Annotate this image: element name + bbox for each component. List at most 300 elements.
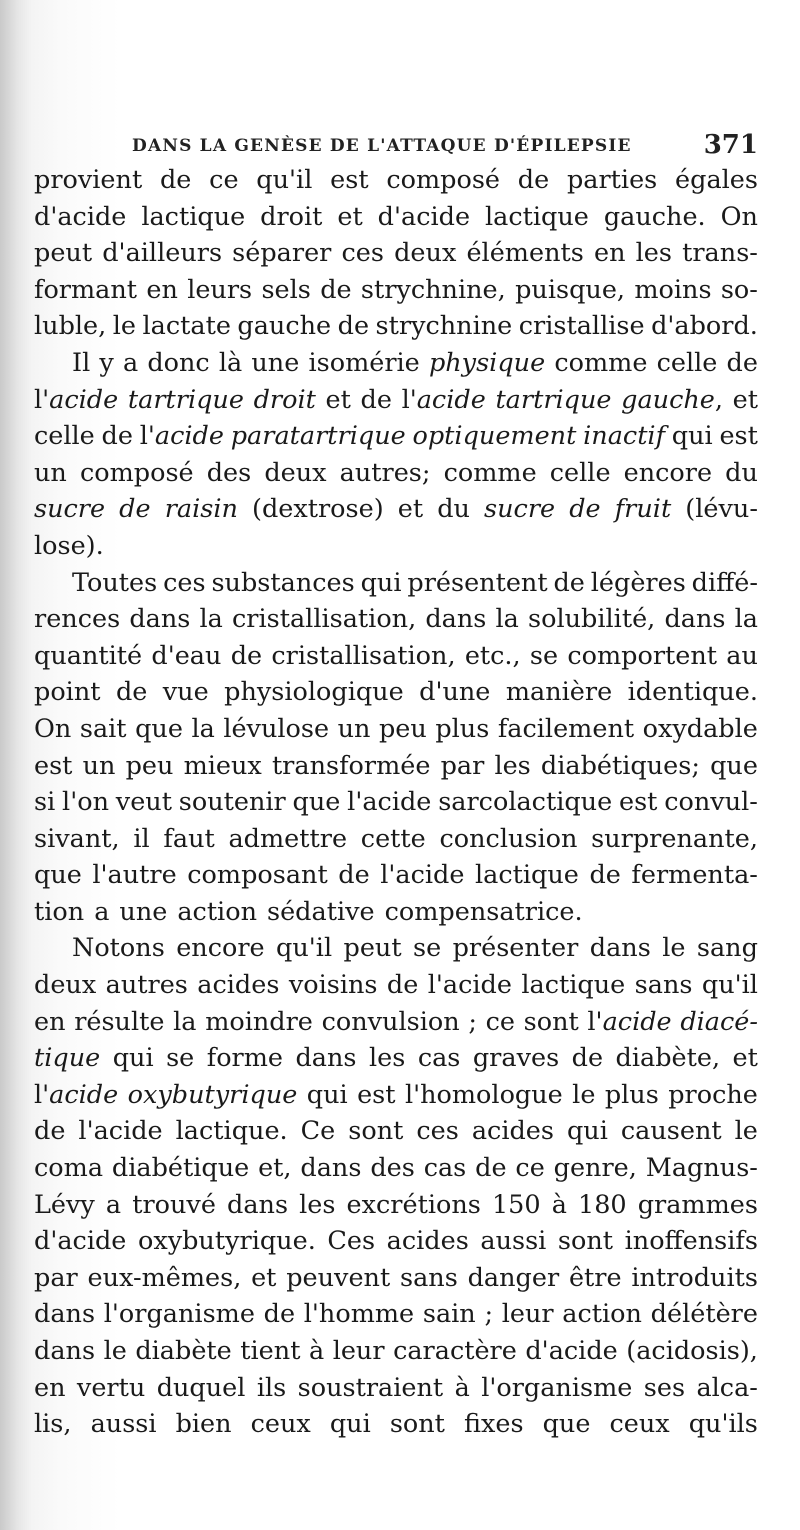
word: que — [34, 860, 82, 891]
word: acides — [471, 1116, 554, 1147]
word: (lévu- — [685, 494, 758, 525]
word: a — [94, 896, 110, 927]
word: inoffensifs — [624, 1226, 758, 1257]
word: de — [263, 1299, 296, 1330]
word: la — [734, 604, 758, 635]
word: la — [173, 1006, 197, 1037]
word: physique — [428, 347, 546, 378]
word: Lévy — [34, 1189, 95, 1220]
word: facilement — [497, 713, 635, 744]
word: 180 — [577, 1189, 627, 1220]
word: un — [34, 457, 67, 488]
word: du — [437, 494, 470, 525]
word: caractère — [393, 1336, 517, 1366]
word: de — [159, 165, 192, 195]
word: à — [551, 1189, 567, 1220]
word: les — [635, 238, 672, 269]
word: l'acide — [34, 384, 119, 415]
word: fruit — [614, 494, 672, 525]
text-line — [34, 382, 758, 419]
text-line — [34, 1333, 758, 1370]
word: formant — [34, 274, 138, 305]
text-line — [34, 491, 758, 528]
word: peut — [34, 238, 93, 269]
word: se — [529, 640, 559, 671]
word: qu'ils — [688, 1409, 758, 1440]
word: d'acide — [377, 201, 471, 232]
word: paratartrique — [230, 421, 406, 452]
word: un — [82, 750, 116, 781]
text-line — [34, 894, 758, 931]
word: lactique — [141, 201, 246, 232]
word: sédative — [267, 896, 375, 927]
word: l'acide — [401, 384, 486, 415]
word: que — [135, 713, 183, 744]
word: et, — [258, 1153, 292, 1184]
word: ceux — [609, 1409, 670, 1440]
word: fermenta- — [631, 860, 758, 891]
word: ce — [209, 165, 239, 195]
word: solubilité, — [528, 604, 656, 635]
word: la — [199, 604, 223, 635]
word: présentent — [407, 567, 548, 598]
word: que — [292, 787, 341, 818]
word: de — [726, 347, 758, 378]
word: comme — [443, 457, 537, 488]
word: compensatrice. — [384, 896, 583, 927]
word: et — [397, 494, 424, 525]
word: et — [732, 384, 758, 415]
word: ses — [643, 1372, 686, 1403]
word: une — [119, 896, 168, 927]
word: y — [99, 347, 114, 378]
word: substances — [211, 567, 355, 598]
word: composé — [79, 457, 194, 488]
word: qui — [112, 1043, 154, 1074]
word: peu — [378, 713, 427, 744]
word: tient — [240, 1336, 301, 1366]
word: sont — [523, 1006, 579, 1037]
text-line — [34, 1223, 758, 1260]
word: puisque, — [515, 274, 626, 305]
word: lactique. — [175, 1116, 288, 1147]
word: vue — [162, 677, 209, 708]
word: dans — [295, 1043, 357, 1074]
word: diabétiques; — [540, 750, 700, 781]
word: moindre — [205, 1006, 313, 1037]
word: ceux — [250, 1409, 311, 1440]
word: lévulose — [223, 713, 330, 744]
word: il — [133, 823, 150, 854]
word: On — [34, 713, 72, 744]
word: la — [191, 713, 215, 744]
word: leurs — [187, 274, 253, 305]
word: est — [330, 165, 369, 195]
word: éléments — [466, 238, 584, 269]
word: acides — [386, 1226, 469, 1257]
word: de — [569, 494, 601, 525]
word: qui — [566, 1116, 608, 1147]
text-line — [34, 1040, 758, 1077]
text-line — [34, 308, 758, 345]
word: l'acide — [34, 1079, 119, 1110]
word: égales — [675, 165, 758, 195]
word: tartrique — [127, 384, 244, 415]
word: identique. — [627, 677, 758, 708]
word: etc., — [464, 640, 521, 671]
word: des — [206, 457, 252, 488]
word: parties — [566, 165, 658, 195]
word: inactif — [583, 421, 666, 452]
word: par — [440, 750, 485, 781]
text-line — [34, 1370, 758, 1407]
word: dans — [34, 1336, 96, 1366]
word: si — [34, 787, 56, 818]
word: forme — [206, 1043, 284, 1074]
word: le — [734, 1116, 758, 1147]
word: diacé- — [680, 1006, 758, 1037]
text-line — [34, 1150, 758, 1187]
word: fixes — [463, 1409, 524, 1440]
word: action — [562, 1299, 642, 1330]
word: l'on — [62, 787, 109, 818]
word: graves — [472, 1043, 560, 1074]
word: oxydable — [642, 713, 758, 744]
word: sans — [634, 970, 693, 1001]
word: que — [710, 750, 758, 781]
word: la — [495, 604, 519, 635]
word: d'une — [419, 677, 491, 708]
word: celle — [549, 457, 611, 488]
text-line — [34, 784, 758, 821]
word: vertu — [76, 1372, 146, 1403]
word: cette — [360, 823, 426, 854]
word: qui — [360, 567, 402, 598]
word: diffé- — [691, 567, 758, 598]
word: lactique — [521, 970, 626, 1001]
word: ils — [256, 1372, 287, 1403]
word: de — [119, 494, 151, 525]
text-line — [34, 1113, 758, 1150]
word: sels — [261, 274, 311, 305]
word: les — [369, 1043, 406, 1074]
word: et — [732, 1043, 758, 1074]
word: légères — [590, 567, 686, 598]
word: grammes — [637, 1189, 758, 1220]
word: veut — [115, 787, 172, 818]
word: dans — [227, 1189, 289, 1220]
text-line — [34, 821, 758, 858]
word: d'acide — [34, 201, 127, 232]
text-line — [34, 199, 758, 236]
text-line — [34, 1187, 758, 1224]
word: luble, — [34, 311, 107, 342]
word: ces — [341, 238, 384, 269]
word: aussi — [480, 1226, 547, 1257]
word: deux — [34, 970, 97, 1001]
word: délétère — [650, 1299, 758, 1330]
word: et — [251, 1262, 277, 1293]
word: des — [370, 1153, 415, 1184]
word: (dextrose) — [252, 494, 384, 525]
text-line — [34, 565, 758, 602]
word: d'acide — [34, 1226, 127, 1257]
word: le — [662, 933, 686, 964]
word: ; — [484, 1299, 494, 1330]
text-line — [34, 455, 758, 492]
word: qu'il — [701, 970, 758, 1001]
word: encore — [176, 933, 265, 964]
word: diabète, — [615, 1043, 721, 1074]
word: plus — [604, 1079, 659, 1110]
word: sucre — [484, 494, 556, 525]
word: de — [338, 860, 370, 891]
word: eux-mêmes, — [87, 1262, 242, 1293]
word: Ces — [327, 1226, 376, 1257]
word: coma — [34, 1153, 104, 1184]
word: encore — [623, 457, 713, 488]
word: Ce — [300, 1116, 336, 1147]
word: sont — [348, 1116, 404, 1147]
word: ce — [515, 1153, 545, 1184]
word: en — [593, 238, 626, 269]
word: duquel — [156, 1372, 246, 1403]
word: bien — [175, 1409, 232, 1440]
word: soustraient — [297, 1372, 444, 1403]
word: mieux — [183, 750, 262, 781]
word: de — [553, 567, 585, 598]
text-line — [34, 638, 758, 675]
word: est — [619, 787, 658, 818]
word: d'acide — [525, 1336, 618, 1366]
word: l'acide — [427, 970, 512, 1001]
word: deux — [394, 238, 457, 269]
word: point — [34, 677, 101, 708]
word: de — [360, 384, 392, 415]
word: l'autre — [92, 860, 177, 891]
word: les — [299, 1189, 336, 1220]
word: l'acide — [587, 1006, 672, 1037]
word: Il — [72, 347, 91, 378]
word: composant — [187, 860, 328, 891]
text-line — [34, 748, 758, 785]
word: tartrique — [495, 384, 612, 415]
word: Magnus- — [645, 1153, 758, 1184]
text-line — [34, 272, 758, 309]
word: à — [308, 1336, 325, 1366]
word: l'organisme — [481, 1372, 633, 1403]
word: a — [122, 347, 139, 378]
text-line — [34, 601, 758, 638]
text-line — [34, 1406, 758, 1443]
word: raisin — [164, 494, 238, 525]
word: acides — [197, 970, 280, 1001]
word: action — [177, 896, 257, 927]
word: de — [101, 421, 133, 452]
word: trans- — [682, 238, 758, 269]
running-head: DANS LA GENÈSE DE L'ATTAQUE D'ÉPILEPSIE — [132, 136, 632, 156]
text-line — [34, 418, 758, 455]
word: qu'il — [256, 165, 313, 195]
word: sont — [389, 1409, 445, 1440]
word: sain — [422, 1299, 476, 1330]
word: et — [337, 201, 363, 232]
word: oxybutyrique. — [137, 1226, 316, 1257]
word: comportent — [567, 640, 718, 671]
word: gauche. — [603, 201, 706, 232]
word: lactate — [142, 311, 231, 342]
word: d'abord. — [651, 311, 758, 342]
word: en — [34, 1372, 66, 1403]
word: là — [218, 347, 243, 378]
word: de — [34, 1116, 66, 1147]
word: se — [166, 1043, 195, 1074]
word: qui — [329, 1409, 371, 1440]
word: leur — [332, 1336, 385, 1366]
word: manière — [505, 677, 613, 708]
word: peut — [343, 933, 402, 964]
word: l'organisme — [103, 1299, 255, 1330]
word: cas — [423, 1153, 467, 1184]
word: l'homologue — [404, 1079, 563, 1110]
word: dans — [300, 1153, 362, 1184]
text-line — [34, 235, 758, 272]
word: qui — [306, 1079, 348, 1110]
word: être — [568, 1262, 622, 1293]
text-line — [34, 967, 758, 1004]
word: l'homme — [303, 1299, 415, 1330]
text-line — [34, 528, 758, 565]
word: est — [34, 750, 73, 781]
word: On — [720, 201, 758, 232]
word: peuvent — [286, 1262, 391, 1293]
word: de — [337, 311, 370, 342]
word: et — [325, 384, 351, 415]
word: autres; — [339, 457, 431, 488]
word: tion — [34, 896, 85, 927]
text-line — [34, 1260, 758, 1297]
word: proche — [668, 1079, 758, 1110]
word: dans — [425, 604, 487, 635]
word: diabète — [135, 1336, 232, 1366]
word: d'ailleurs — [102, 238, 223, 269]
word: lactique — [475, 860, 579, 891]
text-line — [34, 162, 758, 199]
word: alca- — [696, 1372, 758, 1403]
text-line — [34, 345, 758, 382]
text-line — [34, 1296, 758, 1333]
word: en — [146, 274, 178, 305]
word: cristallisation, — [232, 604, 417, 635]
text-line — [34, 930, 758, 967]
word: droit — [260, 201, 323, 232]
word: les — [494, 750, 531, 781]
word: de — [115, 677, 148, 708]
word: celle — [34, 421, 95, 452]
word: Toutes — [72, 567, 158, 598]
word: résulte — [74, 1006, 165, 1037]
word: séparer — [232, 238, 332, 269]
word: en — [34, 1006, 66, 1037]
body-text — [34, 162, 758, 1443]
word: cristallisation, — [271, 640, 456, 671]
word: le — [103, 1336, 127, 1366]
word: de — [386, 970, 419, 1001]
word: le — [112, 311, 136, 342]
word: (acidosis), — [626, 1336, 758, 1366]
text-line — [34, 1004, 758, 1041]
word: 150 — [491, 1189, 541, 1220]
word: ce — [485, 1006, 515, 1037]
word: l'acide — [380, 860, 465, 891]
word: soutenir — [178, 787, 286, 818]
word: de — [517, 165, 550, 195]
word: de — [589, 860, 621, 891]
word: deux — [264, 457, 327, 488]
word: l'acide — [139, 421, 224, 452]
word: celle — [656, 347, 718, 378]
page-number: 371 — [703, 130, 758, 160]
word: dans — [664, 604, 726, 635]
word: de — [320, 274, 352, 305]
word: genre, — [553, 1153, 637, 1184]
word: comme — [554, 347, 648, 378]
word: ; — [468, 1006, 477, 1037]
word: droit — [253, 384, 316, 415]
word: l'acide — [347, 787, 432, 818]
word: est — [719, 421, 758, 452]
word: lis, — [34, 1409, 72, 1440]
word: est — [357, 1079, 396, 1110]
word: du — [725, 457, 758, 488]
word: présenter — [452, 933, 579, 964]
word: convulsion — [321, 1006, 460, 1037]
text-line — [34, 674, 758, 711]
word: se — [413, 933, 442, 964]
word: un — [337, 713, 371, 744]
word: ces — [416, 1116, 459, 1147]
text-line — [34, 711, 758, 748]
word: a — [105, 1189, 122, 1220]
word: dans — [589, 933, 651, 964]
word: peu — [125, 750, 174, 781]
word: donc — [147, 347, 210, 378]
word: qui — [671, 421, 713, 452]
word: autres — [105, 970, 188, 1001]
word: ces — [163, 567, 206, 598]
word: sait — [79, 713, 127, 744]
word: le — [572, 1079, 596, 1110]
word: excrétions — [346, 1189, 481, 1220]
word: isomérie — [308, 347, 420, 378]
word: une — [251, 347, 300, 378]
word: danger — [467, 1262, 560, 1293]
word: moins — [634, 274, 712, 305]
word: provient — [34, 165, 143, 195]
word: par — [34, 1262, 78, 1293]
word: cas — [417, 1043, 461, 1074]
word: causent — [620, 1116, 722, 1147]
word: introduits — [631, 1262, 758, 1293]
word: strychnine — [375, 311, 513, 342]
word: plus — [435, 713, 490, 744]
word: rences — [34, 604, 121, 635]
word: au — [726, 640, 758, 671]
word: Notons — [72, 933, 165, 964]
word: convul- — [664, 787, 758, 818]
word: de — [475, 1153, 507, 1184]
word: admettre — [228, 823, 348, 854]
